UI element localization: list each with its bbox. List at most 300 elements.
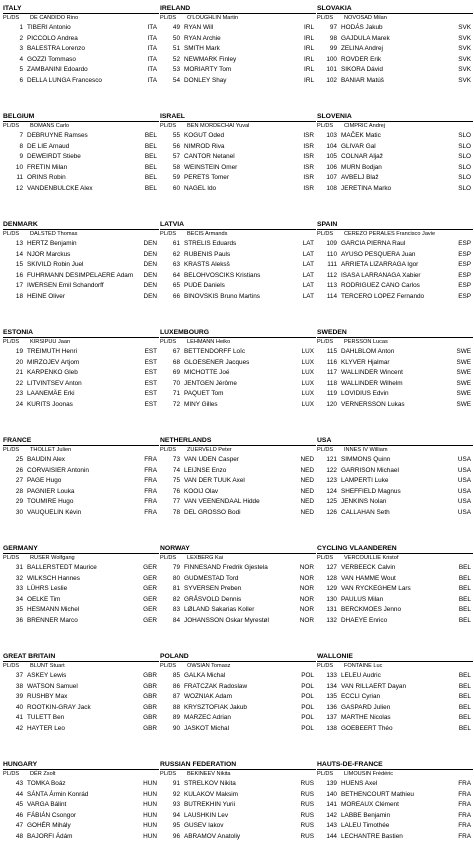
rider-row xyxy=(317,44,473,55)
country-code: NED xyxy=(300,487,314,495)
bib-number: 133 xyxy=(326,672,337,679)
rider-row xyxy=(317,184,473,195)
rider-row xyxy=(3,563,159,574)
team-name: SLOVENIA xyxy=(317,112,473,122)
director-name: NOVOSAD Milan xyxy=(344,15,387,21)
bib-number: 108 xyxy=(326,184,337,192)
rider-name: BAUDIN Alex xyxy=(27,456,66,463)
country-code: LAT xyxy=(302,271,314,279)
rider-row xyxy=(3,389,159,400)
team-name: USA xyxy=(317,436,473,446)
bib-number: 72 xyxy=(172,400,180,408)
team-block xyxy=(317,328,473,436)
rider-name: BALESTRA Lorenzo xyxy=(27,45,85,52)
rider-name: BELOHVOSCIKS Kristians xyxy=(184,271,261,279)
team-name: LATVIA xyxy=(160,220,316,230)
rider-name: ECCLI Cyrian xyxy=(341,693,381,700)
bib-number: 18 xyxy=(15,292,23,300)
country-code: LUX xyxy=(301,348,314,355)
rider-name: LITVINTSEV Anton xyxy=(27,379,82,387)
directeur-sportif-line xyxy=(317,554,473,563)
team-block xyxy=(317,652,473,760)
country-code: GER xyxy=(143,606,157,613)
bib-number: 106 xyxy=(326,163,337,171)
rider-name: RYAN Archie xyxy=(184,34,221,42)
rider-name: BETHENCOURT Mathieu xyxy=(341,790,414,798)
bib-number: 129 xyxy=(326,585,337,592)
team-block xyxy=(317,4,473,112)
country-code: ISR xyxy=(303,163,314,171)
director-name: LEHMANN Heiko xyxy=(187,339,231,345)
rider-name: BETTENDORFF Loïc xyxy=(184,348,246,355)
rider-row xyxy=(160,347,316,358)
bib-number: 79 xyxy=(172,564,180,571)
director-name: BOMANS Carlo xyxy=(30,123,70,129)
bib-number: 29 xyxy=(15,498,23,505)
country-code: SWE xyxy=(456,348,471,355)
country-code: NOR xyxy=(299,595,314,603)
rider-row xyxy=(3,605,159,616)
directeur-sportif-line xyxy=(317,446,473,455)
rider-row xyxy=(160,779,316,790)
rider-row xyxy=(317,574,473,585)
country-code: FRA xyxy=(458,811,471,819)
country-code: HUN xyxy=(143,801,157,808)
country-code: NOR xyxy=(299,564,314,571)
country-code: BEL xyxy=(458,606,471,613)
team-name: DENMARK xyxy=(3,220,159,230)
country-code: SLO xyxy=(458,163,471,171)
rider-row xyxy=(160,142,316,153)
team-block xyxy=(160,760,316,868)
rider-name: LAUSHKIN Lev xyxy=(184,811,229,819)
bib-number: 65 xyxy=(172,282,180,289)
rider-name: JENTGEN Jérôme xyxy=(184,379,237,387)
rider-name: VAN HAMME Wout xyxy=(341,574,396,582)
rider-name: FINNESAND Fredrik Gjestela xyxy=(184,564,268,571)
bib-number: 128 xyxy=(326,574,337,582)
rider-name: VERNERSSON Lukas xyxy=(341,400,405,408)
rider-row xyxy=(3,184,159,195)
team-name: SWEDEN xyxy=(317,328,473,338)
rider-name: ISASA LARRANAGA Xabier xyxy=(341,271,421,279)
bib-number: 76 xyxy=(172,487,180,495)
ds-label: PL/DS xyxy=(3,15,20,21)
rider-row xyxy=(160,821,316,832)
country-code: ESP xyxy=(458,261,471,268)
rider-name: GRÅSVOLD Dennis xyxy=(184,595,242,603)
bib-number: 107 xyxy=(326,174,337,181)
rider-row xyxy=(317,497,473,508)
bib-number: 32 xyxy=(15,574,23,582)
country-code: ISR xyxy=(303,132,314,139)
director-name: LIMOUSIN Frédéric xyxy=(344,771,394,777)
director-name: CIMPRIC Andrej xyxy=(344,123,386,129)
rider-row xyxy=(317,605,473,616)
rider-name: TIBERI Antonio xyxy=(27,24,71,31)
rider-row xyxy=(317,281,473,292)
rider-name: GOEBEERT Théo xyxy=(341,724,393,732)
ds-label: PL/DS xyxy=(3,447,20,453)
rider-row xyxy=(160,152,316,163)
team-block xyxy=(3,328,159,436)
rider-name: TREIMUTH Henri xyxy=(27,348,78,355)
bib-number: 5 xyxy=(19,66,23,73)
rider-row xyxy=(160,163,316,174)
bib-number: 40 xyxy=(15,703,23,711)
bib-number: 35 xyxy=(15,606,23,613)
country-code: SLO xyxy=(458,184,471,192)
country-code: POL xyxy=(301,714,314,721)
director-name: BLUNT Stuart xyxy=(30,663,65,669)
rider-name: ARRIETA LIZARRAGA Igor xyxy=(341,261,419,268)
bib-number: 69 xyxy=(172,369,180,376)
country-code: LAT xyxy=(302,282,314,289)
country-code: ESP xyxy=(458,250,471,258)
bib-number: 55 xyxy=(172,132,180,139)
bib-number: 134 xyxy=(326,682,337,690)
rider-row xyxy=(160,281,316,292)
bib-number: 82 xyxy=(172,595,180,603)
startlist-column xyxy=(3,4,159,868)
directeur-sportif-line xyxy=(317,122,473,131)
rider-row xyxy=(160,250,316,261)
director-name: FONTAINE Luc xyxy=(344,663,383,669)
bib-number: 23 xyxy=(15,390,23,397)
ds-label: PL/DS xyxy=(160,123,177,129)
country-code: FRA xyxy=(458,832,471,840)
country-code: FRA xyxy=(458,822,471,829)
rider-name: SHEFFIELD Magnus xyxy=(341,487,401,495)
country-code: USA xyxy=(457,508,471,516)
rider-row xyxy=(3,260,159,271)
bib-number: 67 xyxy=(172,348,180,355)
bib-number: 9 xyxy=(19,153,23,160)
team-name: IRELAND xyxy=(160,4,316,14)
ds-label: PL/DS xyxy=(317,15,334,21)
bib-number: 43 xyxy=(15,780,23,787)
rider-row xyxy=(160,34,316,45)
rider-name: FRETIN Milan xyxy=(27,163,68,171)
rider-row xyxy=(317,682,473,693)
rider-name: MIRZOJEV Artjom xyxy=(27,358,80,366)
country-code: BEL xyxy=(458,595,471,603)
country-code: POL xyxy=(301,724,314,732)
rider-name: VAN DER TUUK Axel xyxy=(184,477,245,484)
bib-number: 59 xyxy=(172,174,180,181)
rider-row xyxy=(160,292,316,303)
bib-number: 137 xyxy=(326,714,337,721)
rider-name: KULAKOV Maksim xyxy=(184,790,238,798)
country-code: USA xyxy=(457,466,471,474)
bib-number: 61 xyxy=(172,240,180,247)
bib-number: 16 xyxy=(15,271,23,279)
bib-number: 20 xyxy=(15,358,23,366)
rider-name: BERCKMOES Jenno xyxy=(341,606,402,613)
rider-row xyxy=(3,65,159,76)
country-code: ITA xyxy=(147,24,157,31)
bib-number: 140 xyxy=(326,790,337,798)
rider-name: GOHÉR Mihály xyxy=(27,822,71,829)
rider-name: KRYSZTOFIAK Jakub xyxy=(184,703,247,711)
rider-row xyxy=(3,574,159,585)
rider-row xyxy=(317,347,473,358)
country-code: FRA xyxy=(144,498,157,505)
rider-row xyxy=(160,358,316,369)
directeur-sportif-line xyxy=(3,230,159,239)
bib-number: 86 xyxy=(172,682,180,690)
rider-row xyxy=(160,703,316,714)
rider-row xyxy=(3,173,159,184)
directeur-sportif-line xyxy=(160,554,316,563)
rider-name: SÁNTA Ármin Konrád xyxy=(27,790,89,798)
country-code: ITA xyxy=(147,45,157,52)
country-code: FRA xyxy=(144,487,157,495)
country-code: ISR xyxy=(303,184,314,192)
bib-number: 14 xyxy=(15,250,23,258)
rider-row xyxy=(317,832,473,843)
rider-name: NJOR Marckus xyxy=(27,250,71,258)
bib-number: 71 xyxy=(172,390,180,397)
country-code: HUN xyxy=(143,790,157,798)
rider-name: MICHOTTE Joé xyxy=(184,369,230,376)
bib-number: 17 xyxy=(15,282,23,289)
rider-name: ZAMBANINI Edoardo xyxy=(27,66,88,73)
rider-row xyxy=(317,584,473,595)
rider-row xyxy=(160,173,316,184)
bib-number: 34 xyxy=(15,595,23,603)
country-code: SLO xyxy=(458,142,471,150)
bib-number: 38 xyxy=(15,682,23,690)
bib-number: 54 xyxy=(172,76,180,84)
country-code: NOR xyxy=(299,574,314,582)
rider-row xyxy=(3,790,159,801)
rider-name: KARPENKO Gleb xyxy=(27,369,78,376)
directeur-sportif-line xyxy=(160,446,316,455)
rider-row xyxy=(317,152,473,163)
ds-label: PL/DS xyxy=(160,339,177,345)
rider-row xyxy=(3,23,159,34)
country-code: LUX xyxy=(301,369,314,376)
bib-number: 48 xyxy=(15,832,23,840)
bib-number: 138 xyxy=(326,724,337,732)
rider-name: LELEU Audric xyxy=(341,672,381,679)
rider-row xyxy=(160,389,316,400)
team-block xyxy=(160,220,316,328)
rider-row xyxy=(3,703,159,714)
country-code: FRA xyxy=(144,508,157,516)
bib-number: 136 xyxy=(326,703,337,711)
bib-number: 88 xyxy=(172,703,180,711)
rider-name: ROOTKIN-GRAY Jack xyxy=(27,703,91,711)
bib-number: 81 xyxy=(172,585,180,592)
team-block xyxy=(160,4,316,112)
bib-number: 53 xyxy=(172,66,180,73)
country-code: ESP xyxy=(458,292,471,300)
rider-name: VERBEECK Calvin xyxy=(341,564,396,571)
bib-number: 39 xyxy=(15,693,23,700)
country-code: DEN xyxy=(143,282,157,289)
rider-row xyxy=(317,239,473,250)
country-code: GBR xyxy=(143,682,157,690)
team-name: ISRAEL xyxy=(160,112,316,122)
bib-number: 84 xyxy=(172,616,180,624)
rider-name: JASKOT Michal xyxy=(184,724,229,732)
bib-number: 11 xyxy=(16,174,23,181)
team-name: CYCLING VLAANDEREN xyxy=(317,544,473,554)
ds-label: PL/DS xyxy=(160,15,177,21)
rider-row xyxy=(317,487,473,498)
bib-number: 139 xyxy=(326,780,337,787)
rider-name: DAHLBLOM Anton xyxy=(341,348,395,355)
directeur-sportif-line xyxy=(317,662,473,671)
directeur-sportif-line xyxy=(317,338,473,347)
directeur-sportif-line xyxy=(160,14,316,23)
bib-number: 36 xyxy=(15,616,23,624)
rider-name: MORIARTY Tom xyxy=(184,66,232,73)
rider-row xyxy=(160,724,316,735)
rider-name: LEIJNSE Enzo xyxy=(184,466,227,474)
rider-name: TULETT Ben xyxy=(27,714,65,721)
bib-number: 104 xyxy=(326,142,337,150)
country-code: ISR xyxy=(303,142,314,150)
country-code: IRL xyxy=(304,45,314,52)
ds-label: PL/DS xyxy=(317,447,334,453)
rider-row xyxy=(3,163,159,174)
bib-number: 12 xyxy=(15,184,23,192)
team-block xyxy=(317,112,473,220)
team-block xyxy=(3,220,159,328)
rider-name: GARRISON Michael xyxy=(341,466,399,474)
rider-name: STRELIS Eduards xyxy=(184,240,237,247)
bib-number: 21 xyxy=(15,369,23,376)
rider-row xyxy=(317,595,473,606)
rider-row xyxy=(317,34,473,45)
rider-row xyxy=(3,358,159,369)
rider-name: RYAN Will xyxy=(184,24,214,31)
rider-name: GALKA Michal xyxy=(184,672,226,679)
team-block xyxy=(3,760,159,868)
country-code: BEL xyxy=(458,714,471,721)
rider-name: GASPARD Julien xyxy=(341,703,391,711)
rider-row xyxy=(317,811,473,822)
bib-number: 97 xyxy=(329,24,337,31)
country-code: BEL xyxy=(144,153,157,160)
country-code: NOR xyxy=(299,606,314,613)
rider-name: DE LIE Arnaud xyxy=(27,142,70,150)
rider-name: PAGE Hugo xyxy=(27,477,62,484)
bib-number: 95 xyxy=(172,822,180,829)
rider-row xyxy=(317,692,473,703)
director-name: ZUERVELD Peter xyxy=(187,447,232,453)
bib-number: 15 xyxy=(15,261,23,268)
bib-number: 103 xyxy=(326,132,337,139)
country-code: EST xyxy=(144,379,157,387)
team-name: GERMANY xyxy=(3,544,159,554)
bib-number: 50 xyxy=(172,34,180,42)
bib-number: 57 xyxy=(172,153,180,160)
ds-label: PL/DS xyxy=(317,123,334,129)
country-code: POL xyxy=(301,693,314,700)
rider-row xyxy=(317,173,473,184)
bib-number: 42 xyxy=(15,724,23,732)
rider-name: ROVDER Erik xyxy=(341,55,382,63)
country-code: SVK xyxy=(458,24,471,31)
bib-number: 112 xyxy=(326,271,337,279)
ds-label: PL/DS xyxy=(317,231,334,237)
team-block xyxy=(3,112,159,220)
country-code: GER xyxy=(143,574,157,582)
rider-row xyxy=(160,455,316,466)
rider-row xyxy=(3,584,159,595)
rider-name: GARCIA PIERNA Raul xyxy=(341,240,406,247)
country-code: RUS xyxy=(300,790,314,798)
rider-name: MOREAUX Clément xyxy=(341,801,399,808)
bib-number: 78 xyxy=(172,508,180,516)
rider-name: GUDMESTAD Tord xyxy=(184,574,239,582)
team-name: LUXEMBOURG xyxy=(160,328,316,338)
rider-name: PUDE Daniels xyxy=(184,282,225,289)
rider-row xyxy=(160,671,316,682)
country-code: POL xyxy=(301,672,314,679)
ds-label: PL/DS xyxy=(160,771,177,777)
bib-number: 27 xyxy=(15,477,23,484)
rider-row xyxy=(317,779,473,790)
ds-label: PL/DS xyxy=(317,555,334,561)
rider-name: CORVAISIER Antonin xyxy=(27,466,89,474)
rider-row xyxy=(317,23,473,34)
bib-number: 115 xyxy=(326,348,337,355)
rider-row xyxy=(3,379,159,390)
rider-name: BINOVSKIS Bruno Martins xyxy=(184,292,261,300)
rider-name: AVBELJ Blaž xyxy=(341,174,379,181)
country-code: LAT xyxy=(302,261,314,268)
directeur-sportif-line xyxy=(160,662,316,671)
rider-row xyxy=(317,821,473,832)
rider-name: PAGNIER Louka xyxy=(27,487,75,495)
team-block xyxy=(3,4,159,112)
rider-row xyxy=(3,292,159,303)
country-code: SWE xyxy=(456,369,471,376)
bib-number: 124 xyxy=(326,487,337,495)
country-code: BEL xyxy=(458,703,471,711)
rider-name: NIMROD Riva xyxy=(184,142,225,150)
rider-row xyxy=(160,23,316,34)
bib-number: 119 xyxy=(326,390,337,397)
bib-number: 2 xyxy=(19,34,23,42)
country-code: SVK xyxy=(458,45,471,52)
ds-label: PL/DS xyxy=(160,447,177,453)
startlist-column xyxy=(160,4,316,868)
rider-name: VAN RYCKEGHEM Lars xyxy=(341,585,411,592)
bib-number: 131 xyxy=(326,606,337,613)
bib-number: 93 xyxy=(172,801,180,808)
rider-row xyxy=(317,400,473,411)
rider-name: SIMMONS Quinn xyxy=(341,456,391,463)
rider-row xyxy=(160,832,316,843)
rider-name: HEINE Oliver xyxy=(27,292,65,300)
rider-row xyxy=(3,281,159,292)
bib-number: 64 xyxy=(172,271,180,279)
rider-name: LABBE Benjamin xyxy=(341,811,391,819)
bib-number: 58 xyxy=(172,163,180,171)
team-block xyxy=(3,436,159,544)
rider-name: LECHANTRE Bastien xyxy=(341,832,403,840)
bib-number: 41 xyxy=(15,714,23,721)
rider-row xyxy=(160,595,316,606)
rider-name: BAJORFI Ádám xyxy=(27,832,73,840)
team-block xyxy=(317,544,473,652)
